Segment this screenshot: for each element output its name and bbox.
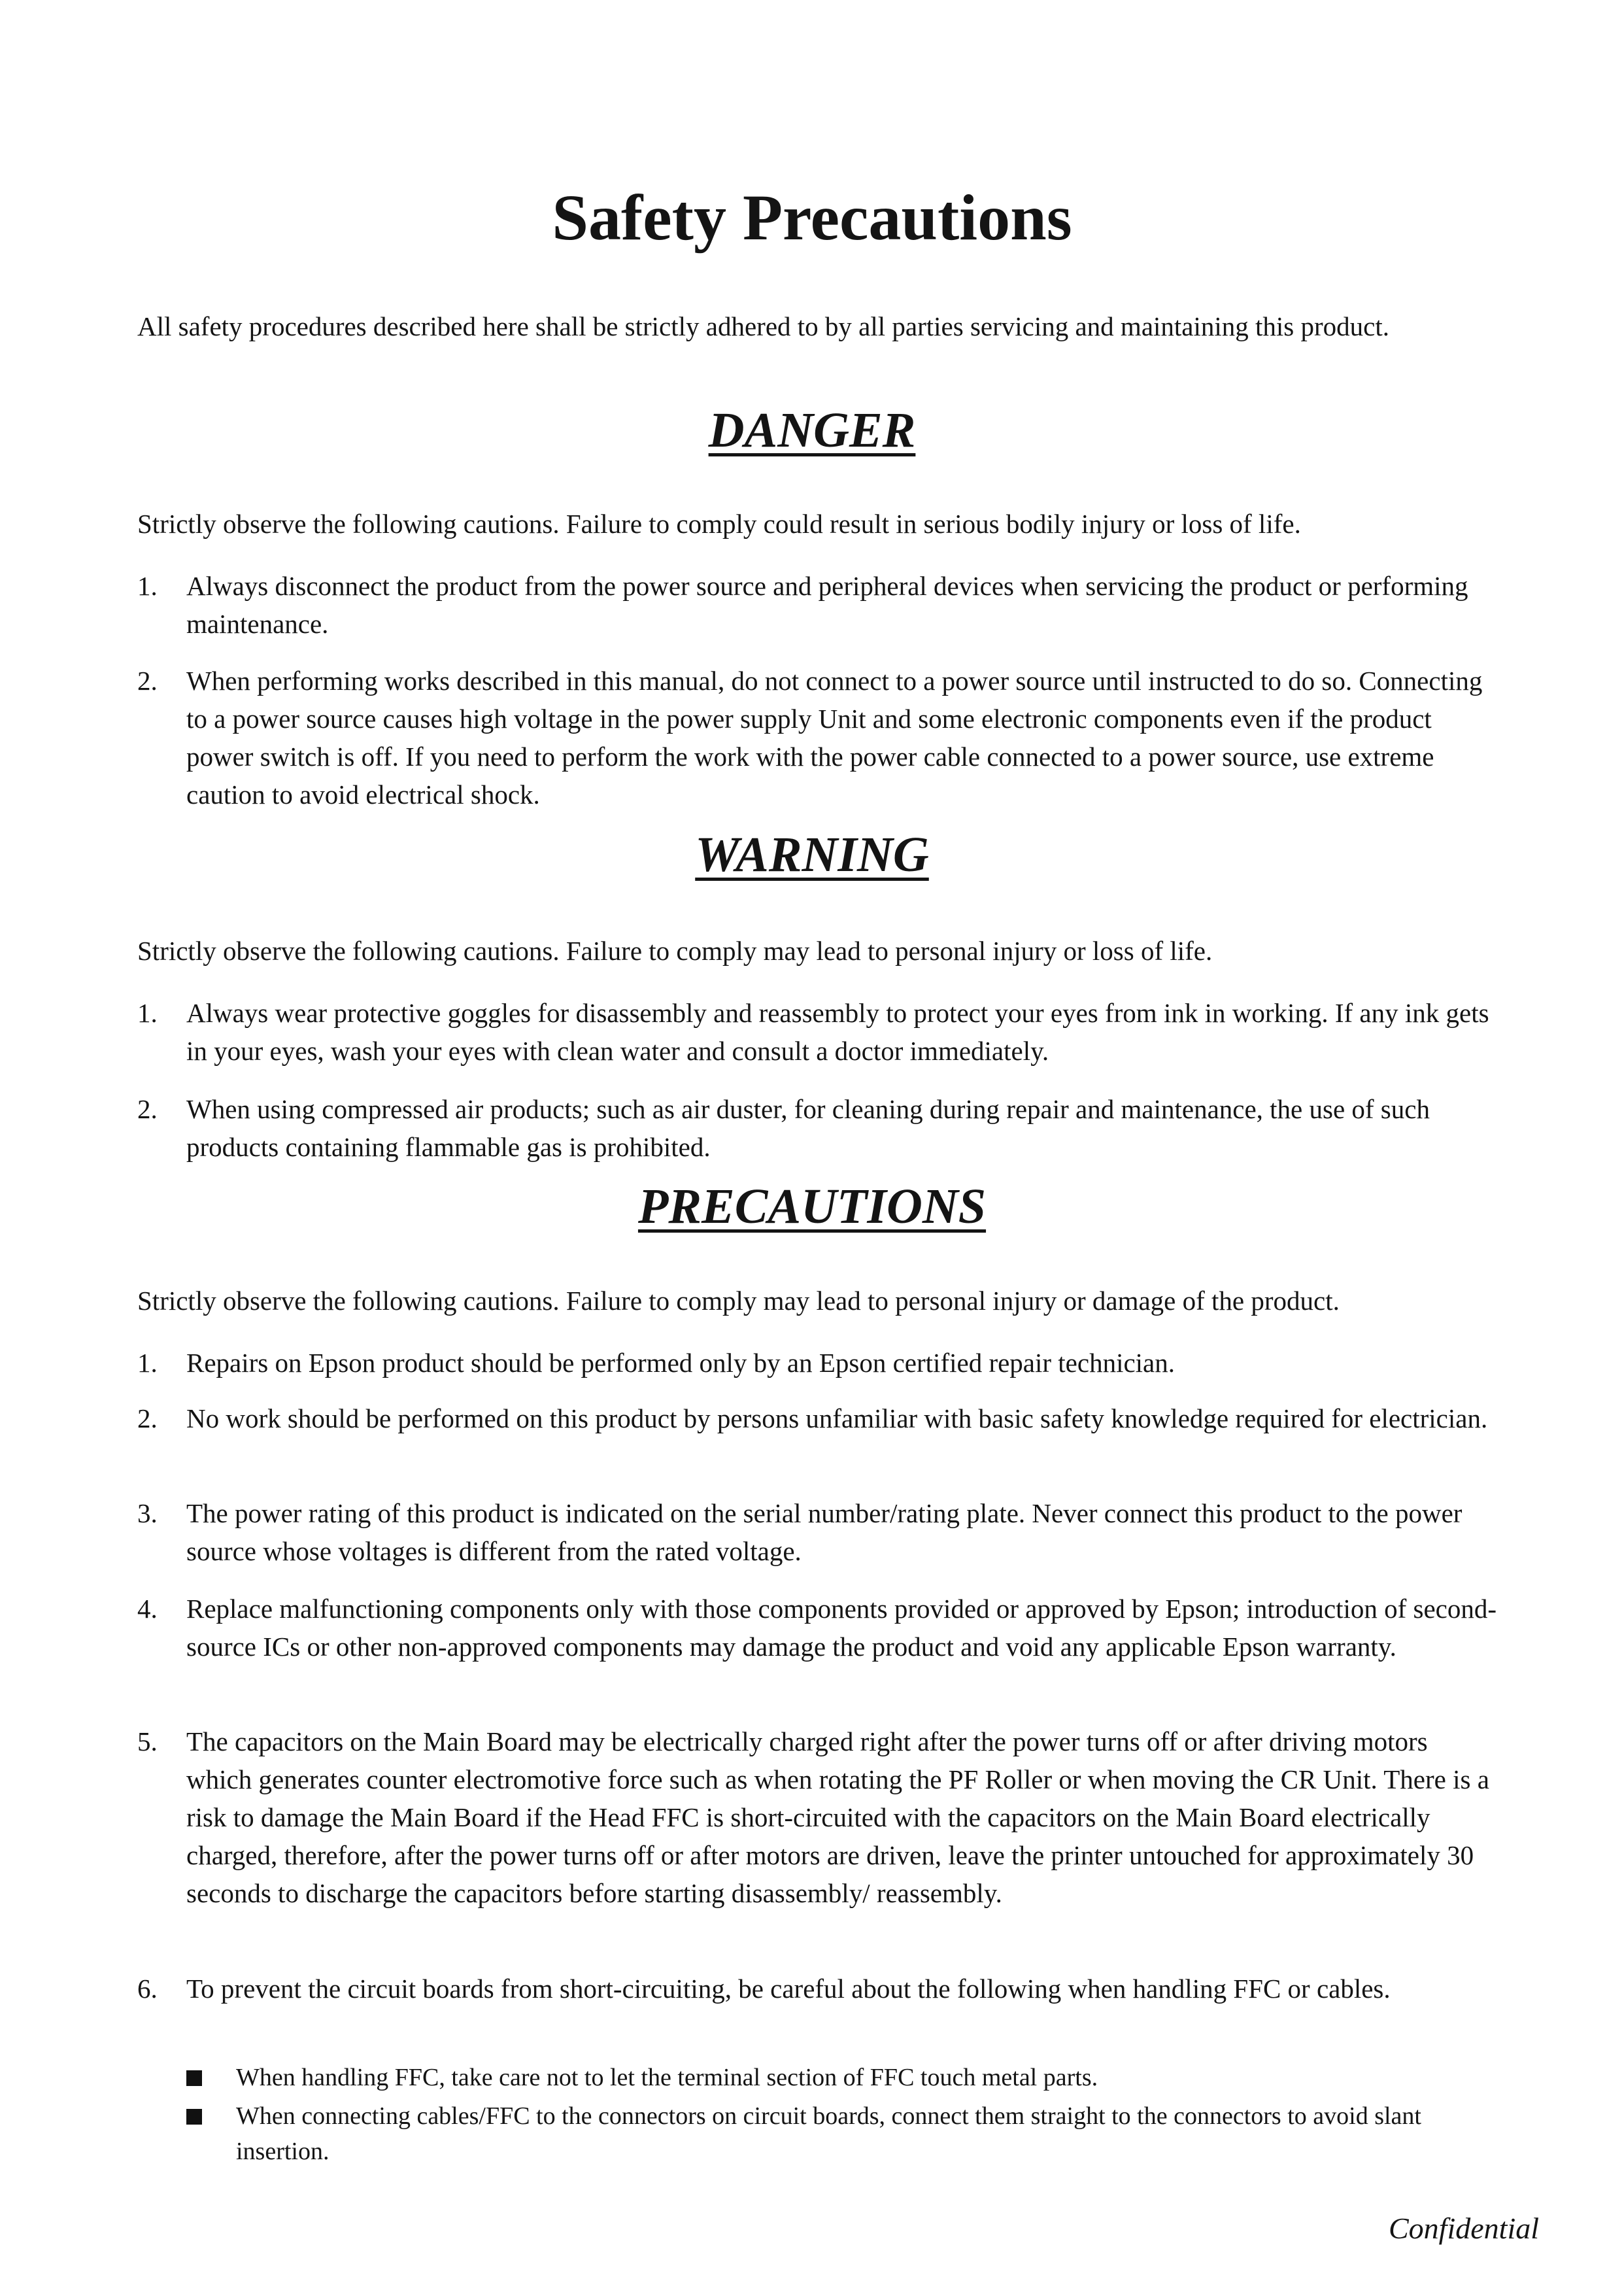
- danger-item-2: [137, 662, 1497, 813]
- bullet-text: When connecting cables/FFC to the connectors on circuit boards, connect them straight to the connectors to avoid slant insertion.: [236, 2102, 1421, 2165]
- danger-item-1: [137, 567, 1497, 643]
- warning-intro: Strictly observe the following cautions. Failure to comply may lead to personal injury or loss of life.: [137, 936, 1213, 966]
- list-number: 5.: [137, 1726, 158, 1756]
- list-number: 1.: [137, 571, 158, 601]
- precautions-bullet-1: [186, 2060, 1494, 2095]
- precautions-item-3: [137, 1494, 1497, 1570]
- list-text: The power rating of this product is indicated on the serial number/rating plate. Never connect this product to the power source whose voltages is different from the rated voltage.: [186, 1498, 1463, 1566]
- square-bullet-icon: [186, 2070, 202, 2086]
- precautions-intro: Strictly observe the following cautions. Failure to comply may lead to personal injury or damage of the product.: [137, 1286, 1340, 1316]
- precautions-item-1: [137, 1344, 1497, 1382]
- danger-heading: DANGER: [708, 403, 916, 458]
- list-number: 1.: [137, 998, 158, 1028]
- list-text: Always wear protective goggles for disassembly and reassembly to protect your eyes from ink in working. If any ink gets in your eyes, wash your eyes with clean water and consult a doctor immediately.: [186, 998, 1489, 1066]
- list-text: No work should be performed on this product by persons unfamiliar with basic safety knowledge required for electrician.: [186, 1403, 1488, 1433]
- list-number: 6.: [137, 1974, 158, 2004]
- precautions-item-2: [137, 1399, 1497, 1437]
- list-text: When using compressed air products; such as air duster, for cleaning during repair and maintenance, the use of such products containing flammable gas is prohibited.: [186, 1094, 1430, 1162]
- list-text: The capacitors on the Main Board may be electrically charged right after the power turns off or after driving motors which generates counter electromotive force such as when rotating the PF Roller or when moving the CR Unit. There is a risk to damage the Main Board if the Head FFC is short-circuited with the capacitors on the Main Board electrically charged, therefore, after the power turns off or after motors are driven, leave the printer untouched for approximately 30 seconds to discharge the capacitors before starting disassembly/ reassembly.: [186, 1726, 1489, 1908]
- list-number: 2.: [137, 1403, 158, 1433]
- precautions-item-5: [137, 1722, 1497, 1912]
- danger-intro: Strictly observe the following cautions. Failure to comply could result in serious bodily injury or loss of life.: [137, 509, 1301, 539]
- list-text: Always disconnect the product from the power source and peripheral devices when servicing the product or performing maintenance.: [186, 571, 1468, 639]
- list-text: When performing works described in this manual, do not connect to a power source until instructed to do so. Connecting to a power source causes high voltage in the power supply Unit and some electronic components even if the product power switch is off. If you need to perform the work with the power cable connected to a power source, use extreme caution to avoid electrical shock.: [186, 666, 1483, 810]
- warning-item-2: [137, 1090, 1497, 1166]
- precautions-heading: PRECAUTIONS: [637, 1179, 987, 1234]
- list-number: 3.: [137, 1498, 158, 1528]
- bullet-text: When handling FFC, take care not to let the terminal section of FFC touch metal parts.: [236, 2064, 1098, 2091]
- list-text: Replace malfunctioning components only with those components provided or approved by Epson; introduction of second-source ICs or other non-approved components may damage the product and void any applicable Epson warranty.: [186, 1594, 1497, 1662]
- list-text: To prevent the circuit boards from short-circuiting, be careful about the following when handling FFC or cables.: [186, 1974, 1391, 2004]
- square-bullet-icon: [186, 2109, 202, 2125]
- list-number: 2.: [137, 666, 158, 696]
- intro-paragraph: All safety procedures described here shall be strictly adhered to by all parties servicing and maintaining this product.: [137, 311, 1390, 341]
- warning-item-1: [137, 994, 1497, 1070]
- precautions-item-6: [137, 1970, 1497, 2008]
- list-number: 1.: [137, 1348, 158, 1378]
- confidential-footer: Confidential: [1389, 2212, 1539, 2245]
- precautions-bullet-2: [186, 2098, 1494, 2169]
- precautions-item-4: [137, 1590, 1497, 1666]
- warning-heading: WARNING: [695, 827, 929, 882]
- page-title: Safety Precautions: [552, 181, 1072, 254]
- list-number: 2.: [137, 1094, 158, 1124]
- list-number: 4.: [137, 1594, 158, 1624]
- list-text: Repairs on Epson product should be performed only by an Epson certified repair technician.: [186, 1348, 1175, 1378]
